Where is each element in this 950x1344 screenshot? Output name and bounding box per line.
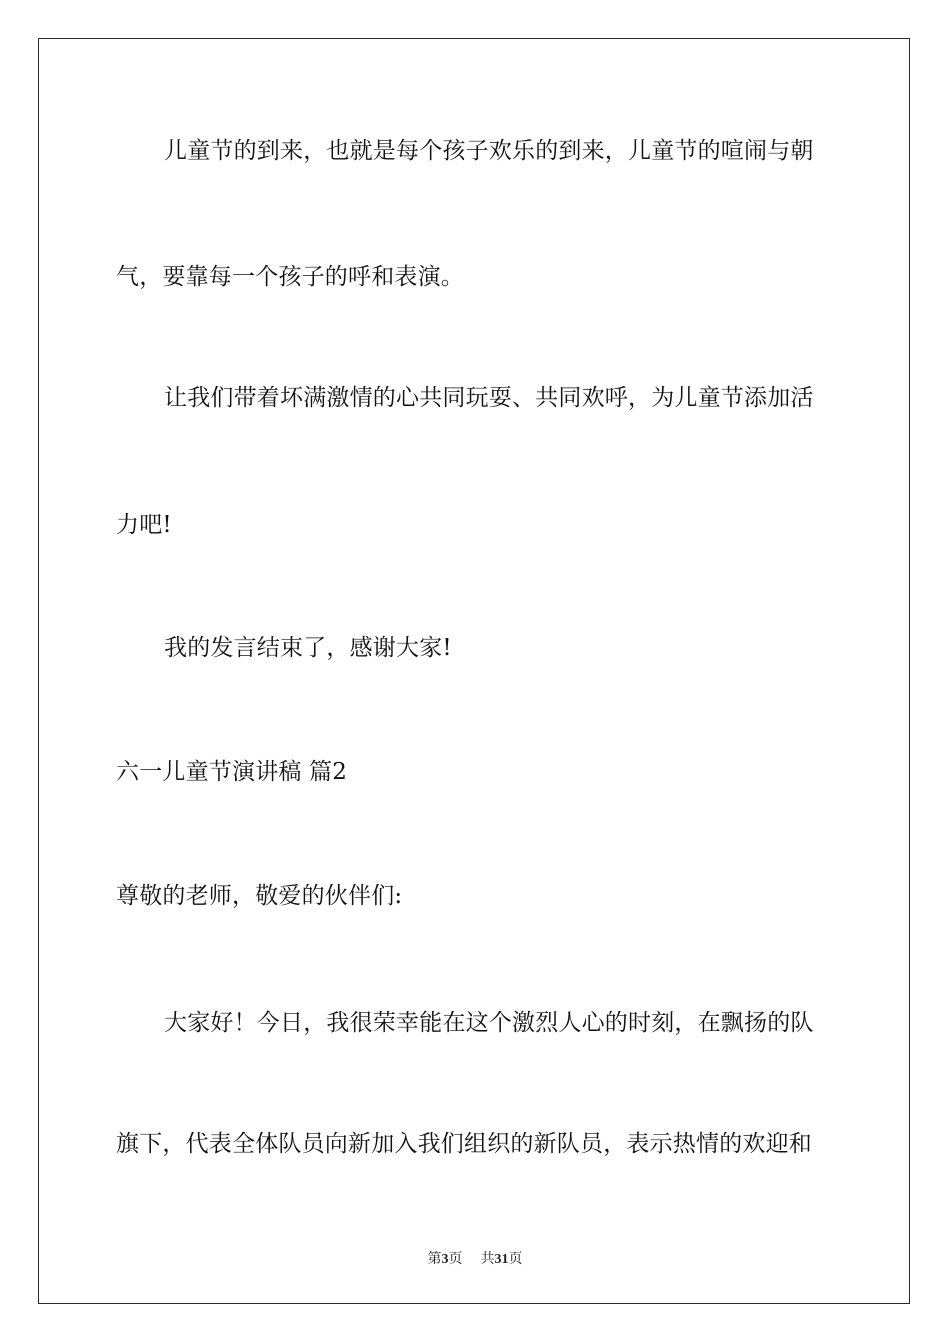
section-heading: 六一儿童节演讲稿 篇2 [116, 759, 348, 785]
footer-total-prefix: 共 [480, 1252, 495, 1267]
paragraph-line-3: 让我们带着坏满激情的心共同玩耍、共同欢呼，为儿童节添加活 [164, 385, 814, 411]
footer-page-suffix: 页 [448, 1252, 463, 1267]
paragraph-line-1: 儿童节的到来，也就是每个孩子欢乐的到来，儿童节的喧闹与朝 [164, 138, 814, 164]
paragraph-line-7: 旗下，代表全体队员向新加入我们组织的新队员，表示热情的欢迎和 [116, 1131, 812, 1157]
page-border [38, 38, 910, 1304]
salutation-line: 尊敬的老师，敬爱的伙伴们: [116, 883, 403, 909]
footer-total-suffix: 页 [508, 1252, 523, 1267]
paragraph-line-4: 力吧! [116, 512, 172, 538]
page-footer [0, 1248, 950, 1268]
footer-total-pages: 31 [494, 1252, 509, 1267]
paragraph-line-2: 气，要靠每一个孩子的呼和表演。 [116, 264, 464, 290]
footer-page-number: 3 [441, 1252, 449, 1267]
paragraph-line-6: 大家好！今日，我很荣幸能在这个激烈人心的时刻，在飘扬的队 [164, 1010, 814, 1036]
footer-page-prefix: 第 [427, 1252, 442, 1267]
paragraph-line-5: 我的发言结束了，感谢大家! [164, 635, 452, 661]
